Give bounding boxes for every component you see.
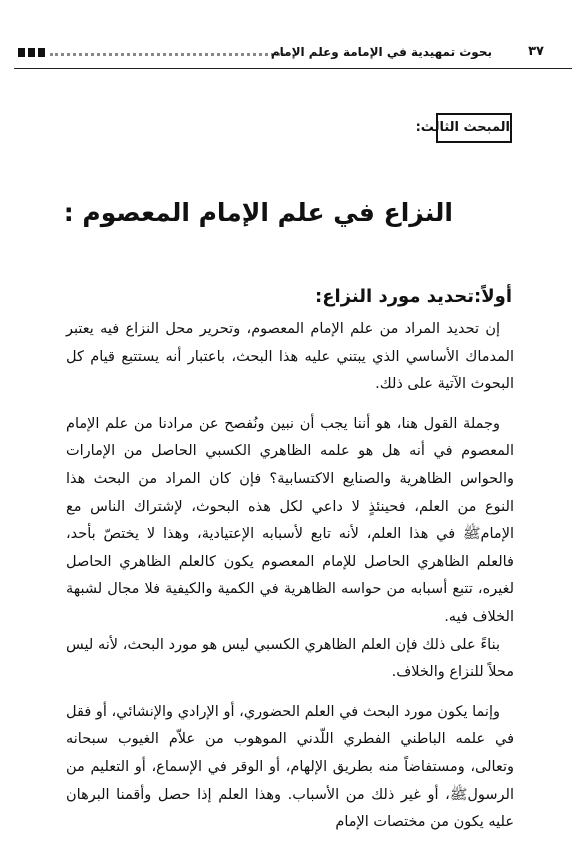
paragraph: إن تحديد المراد من علم الإمام المعصوم، وتحرير محل النزاع فيه يعتبر المدماك الأساسي الذي يبتني عليه هذا البحث، باعتبار أنه يستتبع قيام كل البحوث الآتية على ذلك. [66,321,514,393]
chapter-title: النزاع في علم الإمام المعصوم : [63,198,453,227]
header-dotted-rule [50,53,285,56]
subheading: أولاً:تحديد مورد النزاع: [315,286,512,307]
running-header [14,42,572,69]
running-title: بحوث تمهيدية في الإمامة وعلم الإمام [270,45,492,59]
paragraph: وجملة القول هنا، هو أننا يجب أن نبين ونُفصح عن مرادنا من علم الإمام المعصوم في أنه هل هو علمه الظاهري الكسبي الحاصل من الإمارات والحواس الظاهرية والصنايع الاكتسابية؟ فإن كان المراد من البحث هذا النوع من العلم، فحينئذٍ لا داعي لكل هذه البحوث، لإشتراك الناس مع الإمامﷺ في هذا العلم، لأنه تابع لأسبابه الإعتيادية، وهذا لا يختصّ بأحد، فالعلم الظاهري الحاصل للإمام المعصوم يكون كالعلم الظاهري الحاصل لغيره، تتبع أسبابه من حواسه الظاهرية في الكمية والكيفية فلا مجال لشبهة الخلاف فيه. [66,415,514,625]
section-label: المبحث الثالث: [436,113,512,143]
header-ornament [18,48,45,57]
body-text [66,316,514,837]
page-number: ٣٧ [528,44,544,59]
paragraph: وإنما يكون مورد البحث في العلم الحضوري، أو الإرادي والإنشائي، أو فقل في علمه الباطني الفطري اللّدني الموهوب من علاّم الغيوب سبحانه وتعالى، ومستفاضاً منه بطريق الإلهام، أو الوقر في الإسماع، أو التعليم من الرسولﷺ، أو غير ذلك من الأسباب. وهذا العلم إذا حصل وأقمنا البرهان عليه يكون من مختصات الإمام [66,703,514,831]
paragraph: بناءً على ذلك فإن العلم الظاهري الكسبي ليس هو مورد البحث، لأنه ليس محلاً للنزاع والخلاف. [66,636,514,681]
